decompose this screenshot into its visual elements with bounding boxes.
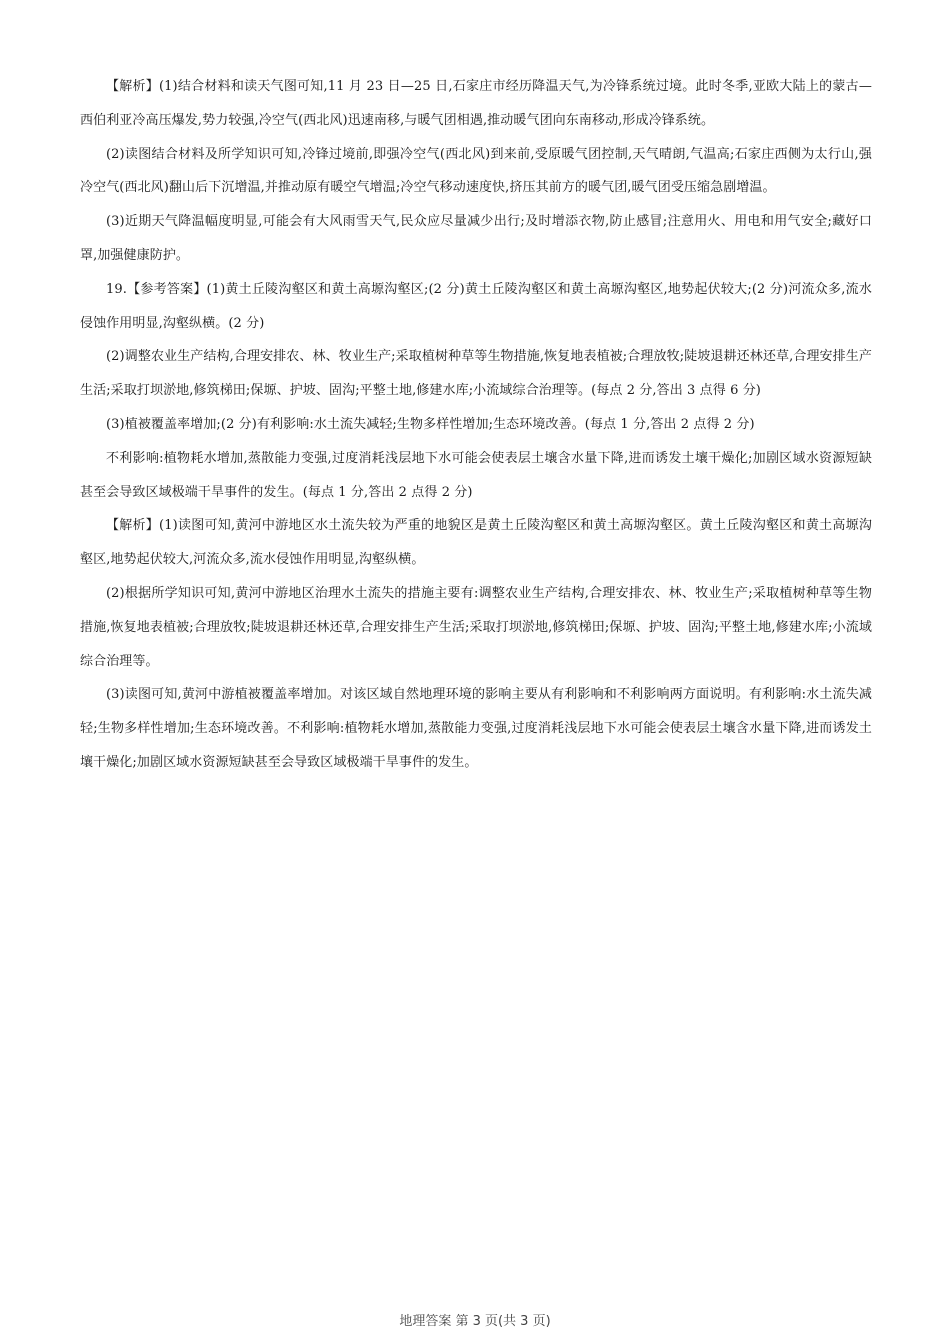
- answer-19-part-3-negative: 不利影响:植物耗水增加,蒸散能力变强,过度消耗浅层地下水可能会使表层土壤含水量下降,进而诱发土壤干燥化;加剧区域水资源短缺甚至会导致区域极端干旱事件的发生。(每点 1 分,答出 2 点得 2 分): [80, 450, 872, 500]
- analysis-paragraph-1: 【解析】(1)结合材料和读天气图可知,11 月 23 日—25 日,石家庄市经历降温天气,为冷锋系统过境。此时冬季,亚欧大陆上的蒙古—西伯利亚冷高压爆发,势力较强,冷空气(西北风)迅速南移,与暖气团相遇,推动暖气团向东南移动,形成冷锋系统。: [80, 79, 872, 128]
- answer-19-part-2: (2)调整农业生产结构,合理安排农、林、牧业生产;采取植树种草等生物措施,恢复地表植被;合理放牧;陡坡退耕还林还草,合理安排生产生活;采取打坝淤地,修筑梯田;保塬、护坡、固沟;平整土地,修建水库;小流域综合治理等。(每点 2 分,答出 3 点得 6 分): [80, 349, 872, 399]
- page-footer: 地理答案 第 3 页(共 3 页): [399, 1314, 551, 1329]
- analysis-19-part-2: (2)根据所学知识可知,黄河中游地区治理水土流失的措施主要有:调整农业生产结构,合理安排农、林、牧业生产;采取植树种草等生物措施,恢复地表植被;合理放牧;陡坡退耕还林还草,合理安排生产生活;采取打坝淤地,修筑梯田;保塬、护坡、固沟;平整土地,修建水库;小流域综合治理等。: [80, 585, 872, 669]
- analysis-19-part-1: 【解析】(1)读图可知,黄河中游地区水土流失较为严重的地貌区是黄土丘陵沟壑区和黄土高塬沟壑区。黄土丘陵沟壑区和黄土高塬沟壑区,地势起伏较大,河流众多,流水侵蚀作用明显,沟壑纵横。: [80, 518, 872, 568]
- analysis-paragraph-3: (3)近期天气降温幅度明显,可能会有大风雨雪天气,民众应尽量减少出行;及时增添衣物,防止感冒;注意用火、用电和用气安全;藏好口罩,加强健康防护。: [80, 214, 872, 263]
- analysis-paragraph-2: (2)读图结合材料及所学知识可知,冷锋过境前,即强冷空气(西北风)到来前,受原暖气团控制,天气晴朗,气温高;石家庄西侧为太行山,强冷空气(西北风)翻山后下沉增温,并推动原有暖空气增温;冷空气移动速度快,挤压其前方的暖气团,暖气团受压缩急剧增温。: [80, 146, 872, 196]
- answer-19-part-3: (3)植被覆盖率增加;(2 分)有利影响:水土流失减轻;生物多样性增加;生态环境改善。(每点 1 分,答出 2 点得 2 分): [106, 416, 755, 432]
- analysis-19-part-3: (3)读图可知,黄河中游植被覆盖率增加。对该区域自然地理环境的影响主要从有利影响和不利影响两方面说明。有利影响:水土流失减轻;生物多样性增加;生态环境改善。不利影响:植物耗水增加,蒸散能力变强,过度消耗浅层地下水可能会使表层土壤含水量下降,进而诱发土壤干燥化;加剧区域水资源短缺甚至会导致区域极端干旱事件的发生。: [80, 687, 872, 770]
- answer-19-part-1: 19.【参考答案】(1)黄土丘陵沟壑区和黄土高塬沟壑区;(2 分)黄土丘陵沟壑区和黄土高塬沟壑区,地势起伏较大;(2 分)河流众多,流水侵蚀作用明显,沟壑纵横。(2 分): [80, 281, 872, 331]
- answer-document: [80, 70, 872, 780]
